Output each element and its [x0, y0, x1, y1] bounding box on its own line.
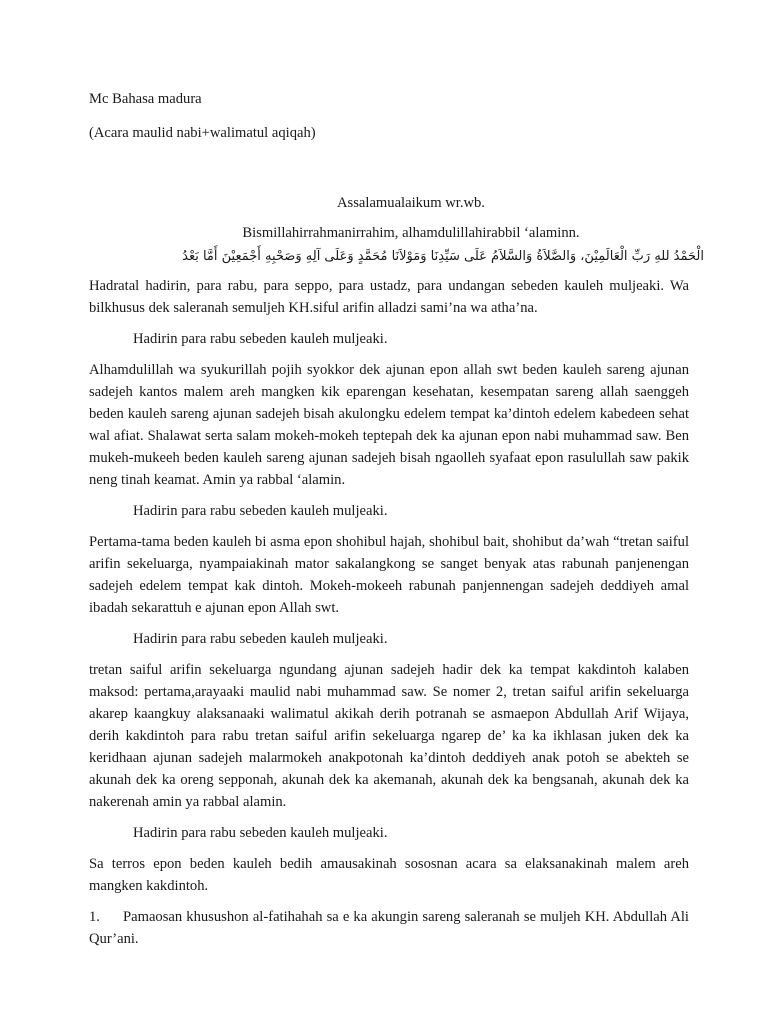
paragraph-1: Hadratal hadirin, para rabu, para seppo, para ustadz, para undangan sebeden kauleh muljeaki. Wa bilkhusus dek saleranah semuljeh KH.siful arifin alladzi sami’na wa atha’na.: [89, 278, 689, 316]
greeting: Assalamualaikum wr.wb.: [337, 195, 485, 211]
list-item-number: 1.: [89, 909, 100, 925]
document-body: [89, 84, 704, 950]
paragraph-2: Alhamdulillah wa syukurillah pojih syokkor dek ajunan epon allah swt beden kauleh sareng ajunan sadejeh kantos malem areh mangken kik eparengan kesehatan, kesempatan sareng allah saenggeh beden kauleh sareng ajunan sadejeh bisah akulongku edelem tempat ka’dintoh edelem kabedeen sehat wal afiat. Shalawat serta salam mokeh-mokeh teptepah dek ka ajunan epon nabi muhammad saw. Ben mukeh-mukeeh beden kauleh sareng ajunan sadejeh bisah ngaolleh syafaat epon rasulullah saw pakik neng tinah keamat. Amin ya rabbal ‘alamin.: [89, 362, 689, 488]
list-item-text: Pamaosan khusushon al-fatihahah sa e ka akungin sareng saleranah se muljeh KH. Abdullah Ali Qur’ani.: [89, 909, 689, 947]
arabic-opening: الْحَمْدُ للهِ رَبِّ الْعَالَمِيْنَ، وَالصَّلاَةُ وَالسَّلاَمُ عَلَى سَيِّدِنَا وَمَوْلاَنَا مُحَمَّدٍ وَعَلَى آلِهِ وَصَحْبِهِ أَجْمَعِيْنَ أَمَّا بَعْدُ: [182, 249, 704, 264]
refrain-2: Hadirin para rabu sebeden kauleh muljeaki.: [133, 503, 388, 519]
refrain-4: Hadirin para rabu sebeden kauleh muljeaki.: [133, 825, 388, 841]
document-subtitle: (Acara maulid nabi+walimatul aqiqah): [89, 125, 316, 141]
list-item-1: [89, 906, 689, 950]
paragraph-5: Sa terros epon beden kauleh bedih amausakinah sososnan acara sa elaksanakinah malem areh mangken kakdintoh.: [89, 856, 689, 894]
document-title: Mc Bahasa madura: [89, 91, 202, 107]
paragraph-3: Pertama-tama beden kauleh bi asma epon shohibul hajah, shohibul bait, shohibut da’wah “tretan saiful arifin sekeluarga, nyampaiakinah mator sakalangkong se sanget benyak atas rabunah panjenengan sadejeh edelem tempat kak dintoh. Mokeh-mokeeh rabunah panjennengan sadejeh deddiyeh amal ibadah sekarattuh e ajunan epon Allah swt.: [89, 534, 689, 616]
refrain-3: Hadirin para rabu sebeden kauleh muljeaki.: [133, 631, 388, 647]
bismillah: Bismillahirrahmanirrahim, alhamdulillahirabbil ‘alaminn.: [242, 225, 580, 241]
paragraph-4: tretan saiful arifin sekeluarga ngundang ajunan sadejeh hadir dek ka tempat kakdintoh kalaben maksod: pertama,arayaaki maulid nabi muhammad saw. Se nomer 2, tretan saiful arifin sekeluarga akarep kaangkuy alaksanaaki walimatul akikah derih potranah se asmaepon Abdullah Arif Wijaya, derih kakdintoh para rabu tretan saiful arifin sekeluarga ngarep de’ ka ka ikhlasan juken dek ka keridhaan ajunan sadejeh malarmokeh anakpotonah ka’dintoh deddiyeh anak potoh se abekteh se akunah dek ka oreng sepponah, akunah dek ka akemanah, akunah dek ka bengsanah, akunah dek ka nakerenah amin ya rabbal alamin.: [89, 662, 689, 810]
refrain-1: Hadirin para rabu sebeden kauleh muljeaki.: [133, 331, 388, 347]
